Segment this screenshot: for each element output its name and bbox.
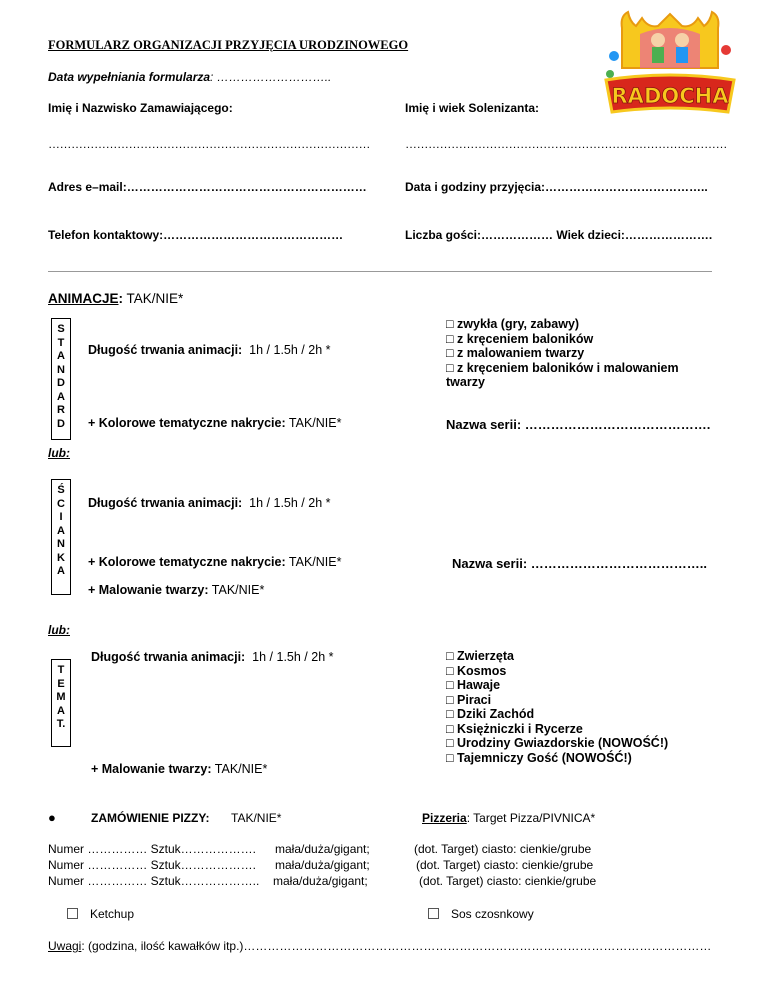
date-filled-value: : ……………………….. <box>210 70 332 84</box>
animations-heading-label: ANIMACJE <box>48 291 119 306</box>
standard-type-list[interactable] <box>446 317 679 390</box>
theme-option[interactable]: □ Zwierzęta <box>446 649 514 663</box>
celebrant-name-field[interactable]: ………………………………………………………………………… <box>405 137 727 151</box>
scianka-tableware[interactable]: + Kolorowe tematyczne nakrycie: TAK/NIE* <box>88 555 342 569</box>
theme-option[interactable]: □ Hawaje <box>446 678 501 692</box>
garlic-sauce-option[interactable]: Sos czosnkowy <box>428 907 534 921</box>
standard-type-option[interactable]: □ z kręceniem baloników <box>446 331 594 346</box>
standard-box: S T A N D A R D <box>51 318 71 440</box>
bullet-icon: ● <box>48 810 56 825</box>
email-field[interactable]: Adres e–mail:…………………………………………………… <box>48 180 367 194</box>
scianka-facepaint[interactable]: + Malowanie twarzy: TAK/NIE* <box>88 583 265 597</box>
pizza-row-numer[interactable]: Numer …………… Sztuk………………. <box>48 858 257 872</box>
pizza-row-size[interactable]: mała/duża/gigant; <box>273 874 368 888</box>
or-label: lub: <box>48 446 70 460</box>
pizzeria-field[interactable]: Pizzeria: Target Pizza/PIVNICA* <box>422 811 596 825</box>
standard-duration[interactable]: Długość trwania animacji: 1h / 1.5h / 2h * <box>88 343 331 357</box>
animations-heading: ANIMACJE: TAK/NIE* <box>48 291 184 306</box>
temat-theme-list[interactable] <box>446 649 668 765</box>
date-filled-field[interactable] <box>48 70 331 84</box>
pizza-row-size[interactable]: mała/duża/gigant; <box>275 842 370 856</box>
scianka-duration[interactable]: Długość trwania animacji: 1h / 1.5h / 2h * <box>88 496 331 510</box>
orderer-name-label: Imię i Nazwisko Zamawiającego: <box>48 101 233 115</box>
standard-type-option[interactable]: □ z kręceniem baloników i malowaniem <box>446 360 679 375</box>
form-title: FORMULARZ ORGANIZACJI PRZYJĘCIA URODZINOWEGO <box>48 38 409 52</box>
pizza-order-label: ZAMÓWIENIE PIZZY: <box>91 811 210 825</box>
orderer-name-field[interactable]: ………………………………………………………………………… <box>48 137 370 151</box>
radocha-logo <box>600 8 740 118</box>
pizza-order-options[interactable]: TAK/NIE* <box>231 811 282 825</box>
theme-option[interactable]: □ Tajemniczy Gość (NOWOŚĆ!) <box>446 750 632 765</box>
pizza-row-numer[interactable]: Numer …………… Sztuk………………. <box>48 842 257 856</box>
party-date-field[interactable]: Data i godziny przyjęcia:………………………………….. <box>405 180 708 194</box>
temat-duration[interactable]: Długość trwania animacji: 1h / 1.5h / 2h * <box>91 650 334 664</box>
scianka-series-field[interactable]: Nazwa serii: ………………………………….. <box>452 556 707 571</box>
celebrant-name-label: Imię i wiek Solenizanta: <box>405 101 540 115</box>
temat-box: T E M A T. <box>51 659 71 747</box>
bouncy-castle-logo-icon <box>600 8 740 118</box>
ketchup-option[interactable]: Ketchup <box>67 907 134 921</box>
section-divider <box>48 271 712 272</box>
phone-field[interactable]: Telefon kontaktowy:……………………………………… <box>48 228 344 242</box>
date-filled-label: Data wypełniania formularza <box>48 70 211 84</box>
standard-tableware[interactable]: + Kolorowe tematyczne nakrycie: TAK/NIE* <box>88 416 342 430</box>
theme-option[interactable]: □ Kosmos <box>446 663 507 678</box>
pizza-row-crust[interactable]: (dot. Target) ciasto: cienkie/grube <box>416 858 594 872</box>
pizza-row-numer[interactable]: Numer …………… Sztuk……………….. <box>48 874 260 888</box>
theme-option[interactable]: □ Księżniczki i Rycerze <box>446 721 583 736</box>
standard-type-option-cont: twarzy <box>446 375 485 389</box>
checkbox-icon[interactable] <box>428 908 439 919</box>
logo-text: RADOCHA <box>611 84 729 108</box>
theme-option[interactable]: □ Dziki Zachód <box>446 707 535 721</box>
animations-heading-options: TAK/NIE* <box>123 291 184 306</box>
standard-series-field[interactable]: Nazwa serii: ……………………………………. <box>446 417 711 432</box>
standard-type-option[interactable]: □ z malowaniem twarzy <box>446 346 585 360</box>
checkbox-icon[interactable] <box>67 908 78 919</box>
standard-type-option[interactable]: □ zwykła (gry, zabawy) <box>446 317 580 331</box>
pizza-row-crust[interactable]: (dot. Target) ciasto: cienkie/grube <box>414 842 592 856</box>
notes-field[interactable]: Uwagi: (godzina, ilość kawałków itp.)……………………………………………………………………………………………………… <box>48 939 712 953</box>
or-label: lub: <box>48 623 70 637</box>
theme-option[interactable]: □ Urodziny Gwiazdorskie (NOWOŚĆ!) <box>446 736 669 750</box>
pizza-row-crust[interactable]: (dot. Target) ciasto: cienkie/grube <box>419 874 597 888</box>
temat-facepaint[interactable]: + Malowanie twarzy: TAK/NIE* <box>91 762 268 776</box>
theme-option[interactable]: □ Piraci <box>446 692 492 707</box>
guests-field[interactable]: Liczba gości:……………… Wiek dzieci:…………………. <box>405 228 713 242</box>
scianka-box: Ś C I A N K A <box>51 479 71 595</box>
pizza-row-size[interactable]: mała/duża/gigant; <box>275 858 370 872</box>
